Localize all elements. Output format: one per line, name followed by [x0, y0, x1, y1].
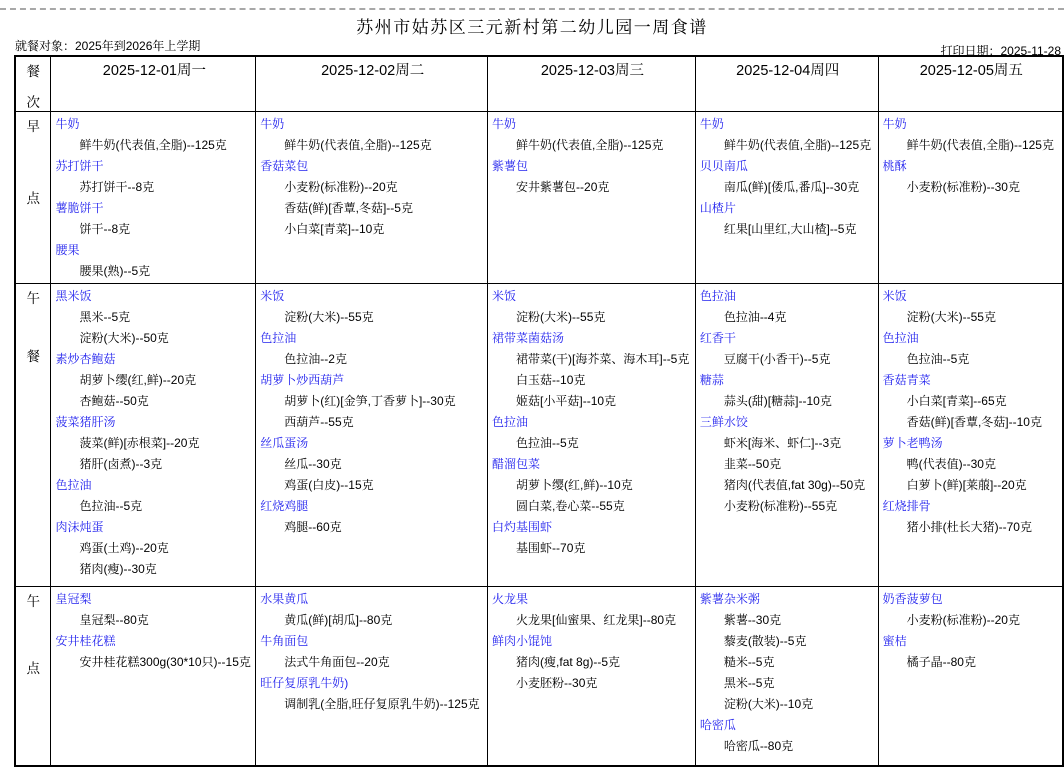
- ingredient-line: 猪肉(瘦)--30克: [79, 562, 157, 576]
- dish-name: 鲜肉小馄饨: [492, 634, 553, 648]
- day-column-header: 2025-12-01周一: [51, 56, 256, 112]
- corner-header-char: 餐: [26, 64, 40, 79]
- ingredient-line: 猪肉(代表值,fat 30g)--50克: [723, 478, 866, 492]
- ingredient-line: 淀粉(大米)--55克: [516, 310, 606, 324]
- ingredient-line: 豆腐干(小香干)--5克: [723, 352, 831, 366]
- ingredient-line: 基围虾--70克: [516, 541, 586, 555]
- dish-name: 色拉油: [260, 331, 297, 345]
- ingredient-line: 红果[山里红,大山楂]--5克: [723, 222, 857, 236]
- ingredient-line: 香菇(鲜)[香蕈,冬菇]--5克: [284, 201, 413, 215]
- dish-name: 胡萝卜炒西葫芦: [260, 373, 345, 387]
- meal-label-char: 午: [26, 291, 40, 306]
- dish-name: 红烧鸡腿: [260, 499, 309, 513]
- dish-name: 色拉油: [492, 415, 529, 429]
- ingredient-line: 火龙果[仙蜜果、红龙果]--80克: [516, 613, 677, 627]
- ingredient-line: 鸡蛋(土鸡)--20克: [79, 541, 169, 555]
- ingredient-line: 橘子晶--80克: [906, 655, 976, 669]
- dish-name: 红香干: [699, 331, 736, 345]
- ingredient-line: 安井桂花糕300g(30*10只)--15克: [79, 655, 251, 669]
- ingredient-line: 白玉菇--10克: [516, 373, 586, 387]
- dish-name: 牛奶: [882, 117, 907, 131]
- ingredient-line: 黑米--5克: [723, 676, 775, 690]
- ingredient-line: 淀粉(大米)--55克: [906, 310, 996, 324]
- dish-name: 贝贝南瓜: [699, 159, 748, 173]
- ingredient-line: 菠菜(鲜)[赤根菜]--20克: [79, 436, 200, 450]
- dish-name: 糖蒜: [699, 373, 724, 387]
- dish-name: 米饭: [882, 289, 907, 303]
- dish-name: 腰果: [55, 243, 80, 257]
- menu-cell: [695, 284, 878, 587]
- dish-name: 牛奶: [699, 117, 724, 131]
- ingredient-line: 紫薯--30克: [723, 613, 782, 627]
- ingredient-line: 南瓜(鲜)[倭瓜,番瓜]--30克: [723, 180, 860, 194]
- meal-row: [15, 284, 1063, 587]
- dish-name: 萝卜老鸭汤: [882, 436, 943, 450]
- dish-name: 三鲜水饺: [699, 415, 748, 429]
- dish-name: 色拉油: [55, 478, 92, 492]
- dish-name: 醋溜包菜: [492, 457, 541, 471]
- dish-name: 素炒杏鲍菇: [55, 352, 116, 366]
- dish-name: 色拉油: [699, 289, 736, 303]
- ingredient-line: 西葫芦--55克: [284, 415, 354, 429]
- ingredient-line: 杏鲍菇--50克: [79, 394, 149, 408]
- ingredient-line: 安井紫薯包--20克: [516, 180, 610, 194]
- dish-name: 火龙果: [492, 592, 529, 606]
- menu-cell: [488, 284, 696, 587]
- ingredient-line: 鲜牛奶(代表值,全脂)--125克: [906, 138, 1054, 152]
- ingredient-line: 藜麦(散装)--5克: [723, 634, 807, 648]
- ingredient-line: 黄瓜(鲜)[胡瓜]--80克: [284, 613, 393, 627]
- ingredient-line: 鲜牛奶(代表值,全脂)--125克: [723, 138, 872, 152]
- ingredient-line: 韭菜--50克: [723, 457, 782, 471]
- dish-name: 牛奶: [492, 117, 517, 131]
- ingredient-line: 腰果(熟)--5克: [79, 264, 151, 278]
- ingredient-line: 淀粉(大米)--50克: [79, 331, 169, 345]
- ingredient-line: 虾米[海米、虾仁]--3克: [723, 436, 842, 450]
- ingredient-line: 蒜头(甜)[糖蒜]--10克: [723, 394, 832, 408]
- ingredient-line: 小白菜[青菜]--10克: [284, 222, 385, 236]
- dish-name: 安井桂花糕: [55, 634, 116, 648]
- ingredient-line: 黑米--5克: [79, 310, 131, 324]
- ingredient-line: 鸭(代表值)--30克: [906, 457, 996, 471]
- ingredient-line: 小麦粉(标准粉)--30克: [906, 180, 1020, 194]
- dish-name: 紫薯杂米粥: [699, 592, 760, 606]
- ingredient-line: 糙米--5克: [723, 655, 775, 669]
- meal-label-char: 点: [26, 661, 40, 676]
- dish-name: 香菇菜包: [260, 159, 309, 173]
- dish-name: 红烧排骨: [882, 499, 931, 513]
- ingredient-line: 胡萝卜缨(红,鲜)--10克: [516, 478, 633, 492]
- menu-cell: [878, 112, 1063, 284]
- dish-name: 丝瓜蛋汤: [260, 436, 309, 450]
- menu-cell: [488, 112, 696, 284]
- day-column-header: 2025-12-04周四: [695, 56, 878, 112]
- dish-name: 米饭: [260, 289, 285, 303]
- print-date-label: 打印日期：2025-11-28: [940, 44, 1061, 58]
- dish-name: 香菇青菜: [882, 373, 931, 387]
- menu-cell: [256, 587, 488, 766]
- menu-cell: [878, 284, 1063, 587]
- dish-name: 色拉油: [882, 331, 919, 345]
- dish-name: 紫薯包: [492, 159, 529, 173]
- ingredient-line: 色拉油--4克: [723, 310, 787, 324]
- ingredient-line: 鲜牛奶(代表值,全脂)--125克: [516, 138, 664, 152]
- meal-row: [15, 112, 1063, 284]
- ingredient-line: 猪小排(杜长大猪)--70克: [906, 520, 1032, 534]
- dish-name: 桃酥: [882, 159, 907, 173]
- menu-cell: [878, 587, 1063, 766]
- ingredient-line: 鸡腿--60克: [284, 520, 342, 534]
- ingredient-line: 鸡蛋(白皮)--15克: [284, 478, 374, 492]
- dish-name: 肉沫炖蛋: [55, 520, 104, 534]
- ingredient-line: 鲜牛奶(代表值,全脂)--125克: [284, 138, 432, 152]
- meal-row: [15, 587, 1063, 766]
- meal-label-char: 餐: [26, 349, 40, 364]
- dish-name: 米饭: [492, 289, 517, 303]
- ingredient-line: 法式牛角面包--20克: [284, 655, 390, 669]
- meal-row-label: [15, 284, 51, 587]
- ingredient-line: 饼干--8克: [79, 222, 131, 236]
- dish-name: 苏打饼干: [55, 159, 104, 173]
- ingredient-line: 小麦粉(标准粉)--55克: [723, 499, 838, 513]
- dish-name: 水果黄瓜: [260, 592, 309, 606]
- weekly-menu-table: [14, 55, 1064, 767]
- ingredient-line: 圆白菜,卷心菜--55克: [516, 499, 625, 513]
- dish-name: 牛角面包: [260, 634, 309, 648]
- menu-cell: [256, 112, 488, 284]
- ingredient-line: 小白菜[青菜]--65克: [906, 394, 1007, 408]
- day-column-header: 2025-12-05周五: [878, 56, 1063, 112]
- menu-cell: [51, 284, 256, 587]
- dish-name: 哈密瓜: [699, 718, 736, 732]
- ingredient-line: 裙带菜(干)[海芥菜、海木耳]--5克: [516, 352, 690, 366]
- ingredient-line: 皇冠梨--80克: [79, 613, 149, 627]
- dish-name: 薯脆饼干: [55, 201, 104, 215]
- ingredient-line: 调制乳(全脂,旺仔复原乳牛奶)--125克: [284, 697, 480, 711]
- menu-cell: [256, 284, 488, 587]
- dish-name: 旺仔复原乳牛奶): [260, 676, 349, 690]
- ingredient-line: 鲜牛奶(代表值,全脂)--125克: [79, 138, 227, 152]
- page-title: 苏州市姑苏区三元新村第二幼儿园一周食谱: [356, 18, 708, 37]
- ingredient-line: 哈密瓜--80克: [723, 739, 794, 753]
- ingredient-line: 小麦粉(标准粉)--20克: [906, 613, 1020, 627]
- ingredient-line: 色拉油--5克: [906, 352, 970, 366]
- day-column-header: 2025-12-02周二: [256, 56, 488, 112]
- ingredient-line: 色拉油--5克: [79, 499, 143, 513]
- ingredient-line: 胡萝卜缨(红,鲜)--20克: [79, 373, 197, 387]
- ingredient-line: 香菇(鲜)[香蕈,冬菇]--10克: [906, 415, 1042, 429]
- ingredient-line: 苏打饼干--8克: [79, 180, 155, 194]
- ingredient-line: 小麦胚粉--30克: [516, 676, 598, 690]
- meal-label-char: 早: [26, 119, 40, 134]
- meal-row-label: [15, 112, 51, 284]
- audience-label: 就餐对象：2025年到2026年上学期: [15, 39, 201, 53]
- dish-name: 牛奶: [55, 117, 80, 131]
- ingredient-line: 丝瓜--30克: [284, 457, 342, 471]
- corner-header-meal-times: [15, 56, 51, 112]
- day-column-header: 2025-12-03周三: [488, 56, 696, 112]
- ingredient-line: 淀粉(大米)--55克: [284, 310, 374, 324]
- meal-row-label: [15, 587, 51, 766]
- meal-label-char: 午: [26, 594, 40, 609]
- menu-cell: [488, 587, 696, 766]
- table-header-row: [15, 56, 1063, 112]
- corner-header-char: 次: [26, 95, 40, 110]
- menu-cell: [51, 587, 256, 766]
- ingredient-line: 猪肉(瘦,fat 8g)--5克: [516, 655, 621, 669]
- dish-name: 蜜桔: [882, 634, 907, 648]
- ingredient-line: 胡萝卜(红)[金笋,丁香萝卜]--30克: [284, 394, 456, 408]
- ingredient-line: 色拉油--2克: [284, 352, 347, 366]
- dish-name: 牛奶: [260, 117, 285, 131]
- ingredient-line: 淀粉(大米)--10克: [723, 697, 814, 711]
- dish-name: 黑米饭: [55, 289, 92, 303]
- menu-cell: [695, 112, 878, 284]
- dish-name: 奶香菠萝包: [882, 592, 943, 606]
- dish-name: 白灼基围虾: [492, 520, 553, 534]
- ingredient-line: 姬菇[小平菇]--10克: [516, 394, 617, 408]
- ingredient-line: 色拉油--5克: [516, 436, 579, 450]
- dish-name: 皇冠梨: [55, 592, 92, 606]
- dish-name: 裙带菜菌菇汤: [492, 331, 565, 345]
- dish-name: 山楂片: [699, 201, 736, 215]
- menu-cell: [695, 587, 878, 766]
- ingredient-line: 小麦粉(标准粉)--20克: [284, 180, 398, 194]
- menu-cell: [51, 112, 256, 284]
- page-break-dashed-line: [0, 8, 1064, 10]
- dish-name: 菠菜猪肝汤: [55, 415, 116, 429]
- meal-label-char: 点: [26, 191, 40, 206]
- ingredient-line: 白萝卜(鲜)[莱菔]--20克: [906, 478, 1027, 492]
- ingredient-line: 猪肝(卤煮)--3克: [79, 457, 163, 471]
